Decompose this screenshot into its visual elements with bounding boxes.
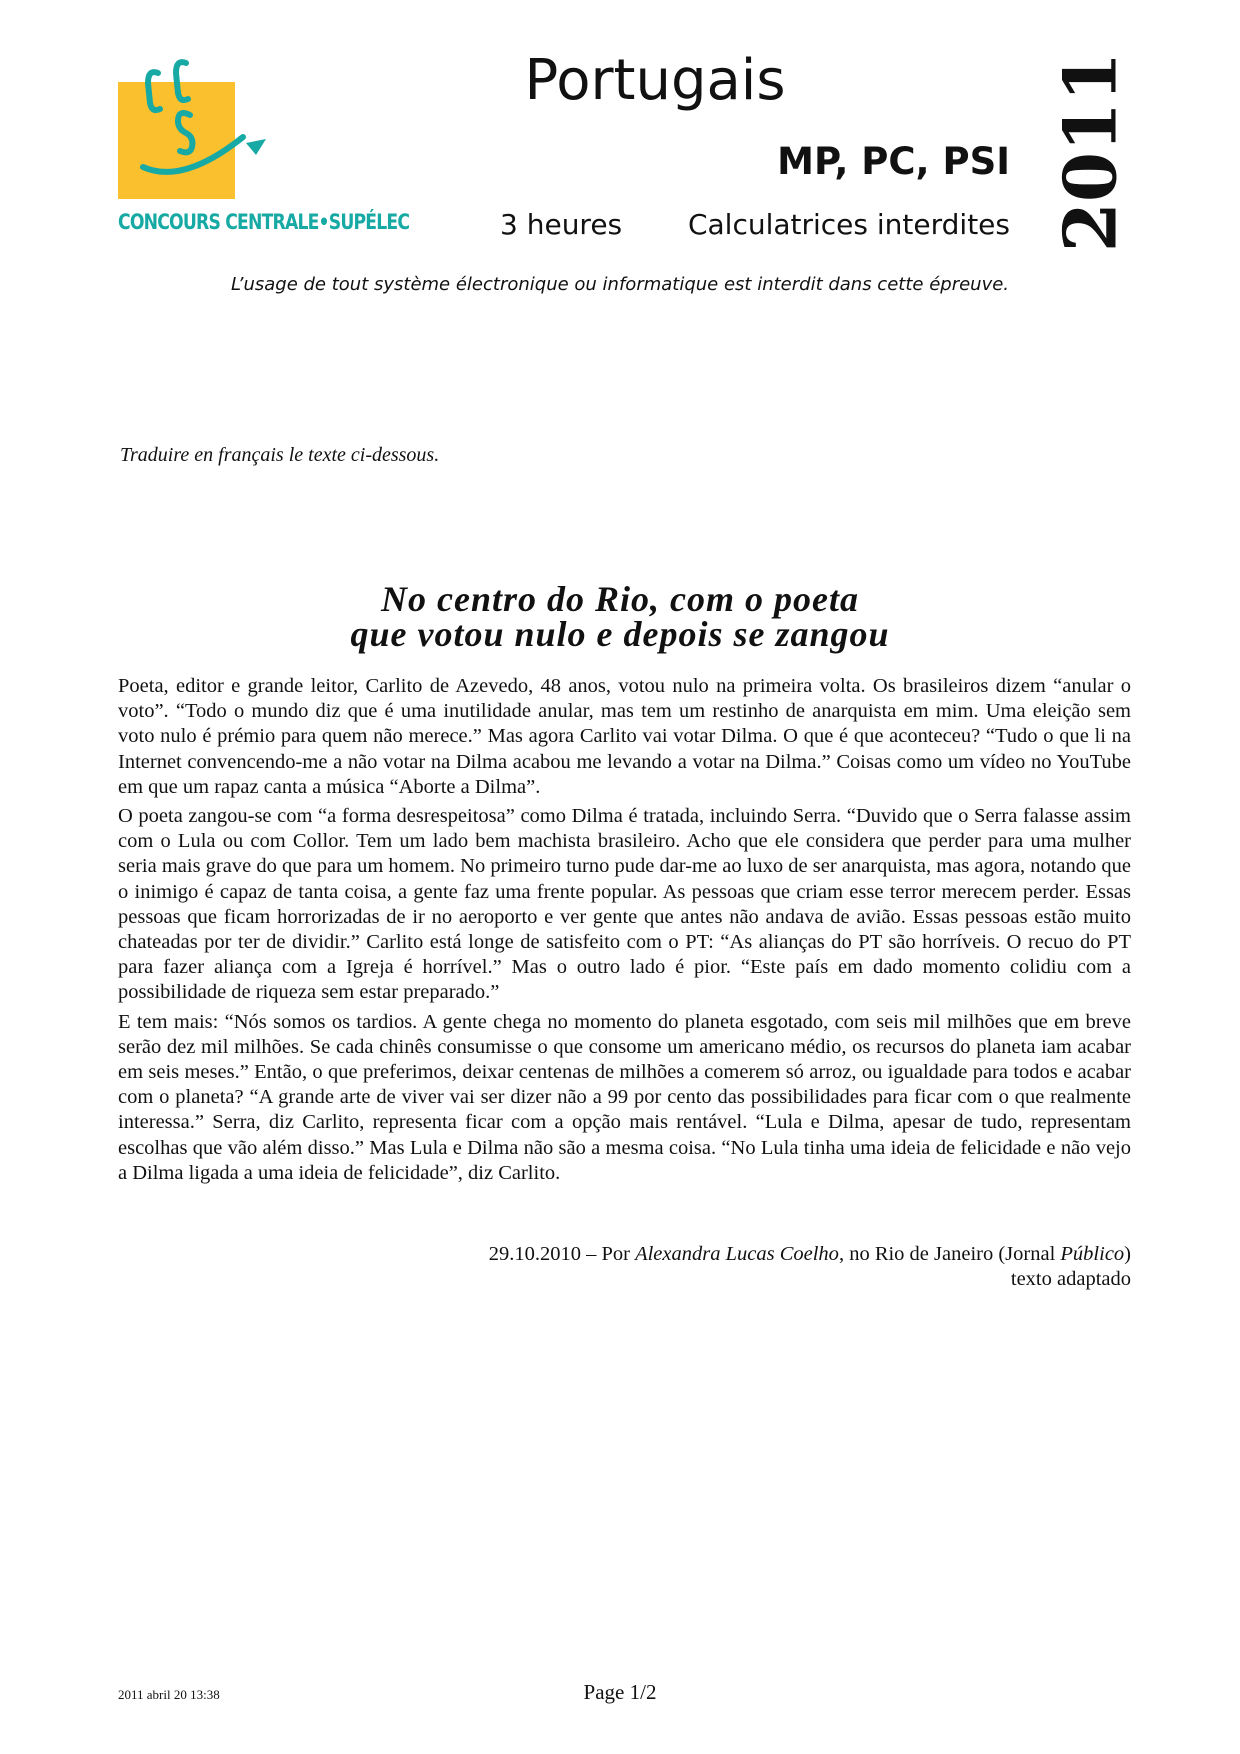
newspaper: Público [1060, 1243, 1125, 1265]
year-label [1040, 51, 1140, 253]
article-body [118, 674, 1131, 1190]
duration: 3 heures [500, 208, 623, 241]
page-number: Page 1/2 [583, 1680, 657, 1704]
byline [489, 1242, 1131, 1292]
paragraph: Poeta, editor e grande leitor, Carlito de Azevedo, 48 anos, votou nulo na primeira volta. Os brasileiros dizem “anular o voto”. “Todo o mundo diz que é uma inutilidade anular, mas tem um restinho de anarquista em mim. Uma eleição sem voto nulo é prémio para quem não merece.” Mas agora Carlito vai votar Dilma. O que é que aconteceu? “Tudo o que li na Internet convencendo-me a não votar na Dilma acabou me levando a votar na Dilma.” Coisas como um vídeo no YouTube em que um rapaz canta a música “Aborte a Dilma”. [118, 675, 1131, 798]
streams: MP, PC, PSI [777, 140, 1010, 183]
calculator-rule: Calculatrices interdites [687, 208, 1010, 241]
logo-icon [118, 55, 268, 185]
title-line-1: No centro do Rio, com o poeta [381, 579, 859, 619]
year-text: 2011 [1047, 51, 1133, 253]
subject-title: Portugais [524, 48, 786, 113]
title-line-2: que votou nulo e depois se zangou [350, 614, 890, 654]
logo-text: CONCOURS CENTRALE•SUPÉLEC [118, 210, 410, 234]
byline-source: 29.10.2010 – Por Alexandra Lucas Coelho, no Rio de Janeiro (Jornal Público) [488, 1243, 1131, 1265]
paragraph: O poeta zangou-se com “a forma desrespeitosa” como Dilma é tratada, incluindo Serra. “Duvido que o Serra falasse assim com o Lula ou com Collor. Tem um lado bem machista brasileiro. Acho que ele considera que perder para uma mulher seria mais grave do que para um homem. No primeiro turno pude dar-me ao luxo de ser anarquista, mas agora, notando que o inimigo é capaz de tanta coisa, a gente faz uma frente popular. As pessoas que criam esse terror merecem perder. Essas pessoas que ficam horrorizadas de ir no aeroporto e ver gente que antes não andava de avião. Essas pessoas estão muito chateadas por ter de dividir.” Carlito está longe de satisfeito com o PT: “As alianças do PT são horríveis. O recuo do PT para fazer aliança com a Igreja é horrível.” Mas o outro lado é pior. “Este país em dado momento colidiu com a possibilidade de riqueza sem estar preparado.” [118, 805, 1131, 1004]
author: Alexandra Lucas Coelho [635, 1243, 839, 1265]
adaptation-note: texto adaptado [1010, 1268, 1131, 1291]
article-title [0, 579, 1240, 654]
electronics-notice: L’usage de tout système électronique ou informatique est interdit dans cette épreuve. [230, 274, 1010, 295]
footer-timestamp: 2011 abril 20 13:38 [118, 1687, 220, 1702]
paragraph: E tem mais: “Nós somos os tardios. A gente chega no momento do planeta esgotado, com seis mil milhões que em breve serão dez mil milhões. Se cada chinês consumisse o que consome um americano médio, os recursos do planeta iam acabar em seis meses.” Então, o que preferimos, deixar centenas de milhões a comerem só arroz, ou igualdade para todos e acabar com o planeta? “A grande arte de viver vai ser dizer não a 99 por cento das possibilidades para ficar com o que realmente interessa.” Serra, diz Carlito, representa ficar com a opção mais rentável. “Lula e Dilma, apesar de tudo, representam escolhas que vão além disso.” Mas Lula e Dilma não são a mesma coisa. “No Lula tinha uma ideia de felicidade e não vejo a Dilma ligada a uma ideia de felicidade”, diz Carlito. [118, 1010, 1131, 1184]
instruction: Traduire en français le texte ci-dessous. [120, 444, 440, 466]
